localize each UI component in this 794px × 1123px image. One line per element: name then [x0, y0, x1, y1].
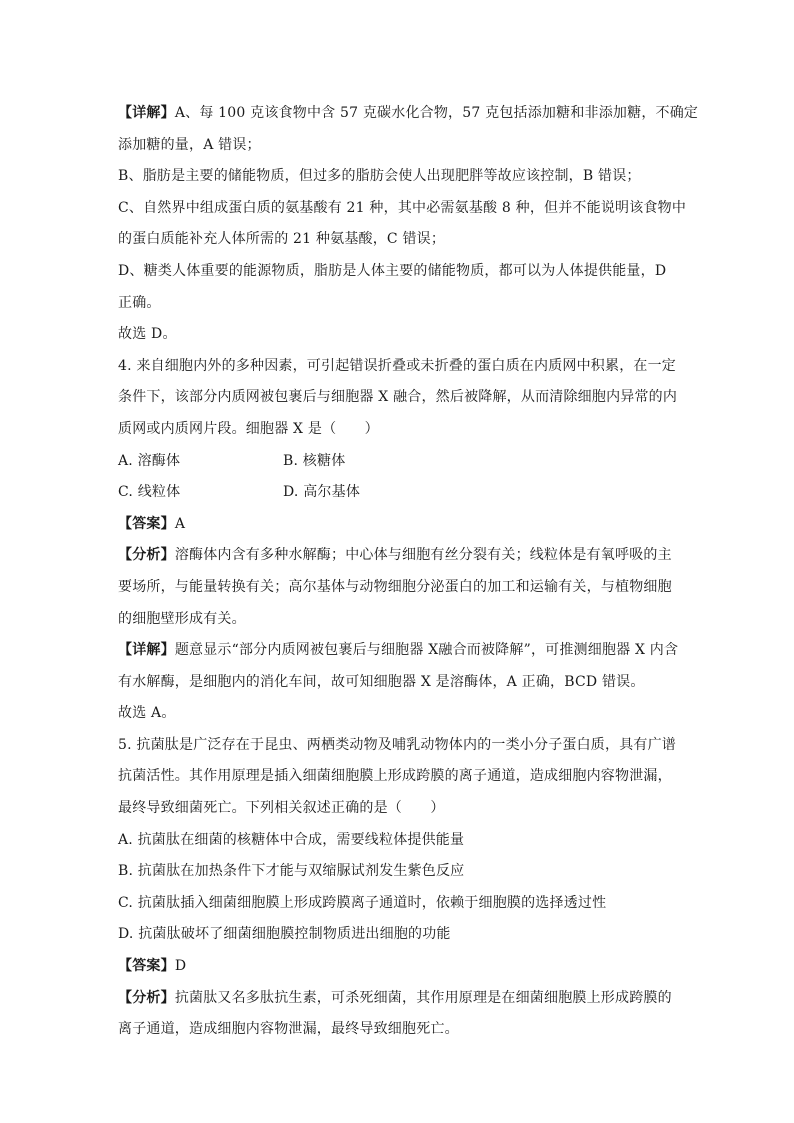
document-page	[118, 98, 699, 1046]
analysis-tag: 【分析】	[118, 547, 175, 564]
detail-tag: 【详解】	[118, 642, 175, 659]
q3-choose: 故选 D。	[118, 326, 177, 343]
q3-explain-line-1: 【详解】A、每 100 克该食物中含 57 克碳水化合物，57 克包括添加糖和非添加糖，不确定	[118, 105, 699, 121]
q5-stem-line-2: 抗菌活性。其作用原理是插入细菌细胞膜上形成跨膜的离子通道，造成细胞内容物泄漏，	[118, 768, 672, 785]
q4-analysis-line-1: 【分析】溶酶体内含有多种水解酶；中心体与细胞有丝分裂有关；线粒体是有氧呼吸的主	[118, 547, 672, 564]
q4-detail-line-1: 【详解】题意显示“部分内质网被包裹后与细胞器 X融合而被降解”，可推测细胞器 X 内含	[118, 642, 679, 659]
q4-option-c: C. 线粒体	[118, 484, 181, 501]
q4-options-row-2	[118, 477, 678, 509]
q5-analysis-line-2: 离子通道，造成细胞内容物泄漏，最终导致细胞死亡。	[118, 1021, 459, 1038]
q5-analysis-line-1: 【分析】抗菌肽又名多肽抗生素，可杀死细菌，其作用原理是在细菌细胞膜上形成跨膜的	[118, 989, 672, 1006]
q4-option-b: B. 核糖体	[283, 452, 346, 469]
q3-explain-line-6: D、糖类人体重要的能源物质，脂肪是人体主要的储能物质，都可以为人体提供能量，D	[118, 262, 667, 279]
q5-answer: 【答案】D	[118, 958, 187, 975]
q4-options-row-1	[118, 446, 678, 478]
answer-tag: 【答案】	[118, 958, 175, 975]
q5-stem-line-1: 5. 抗菌肽是广泛存在于昆虫、两栖类动物及哺乳动物体内的一类小分子蛋白质，具有广谱	[118, 736, 677, 753]
q5-option-b: B. 抗菌肽在加热条件下才能与双缩脲试剂发生紫色反应	[118, 863, 465, 880]
q4-analysis-line-3: 的细胞壁形成有关。	[118, 610, 246, 627]
analysis-tag: 【分析】	[118, 989, 175, 1006]
q3-explain-line-7: 正确。	[118, 294, 161, 311]
q3-explain-line-4: C、自然界中组成蛋白质的氨基酸有 21 种，其中必需氨基酸 8 种，但并不能说明该食物中	[118, 199, 687, 216]
q5-option-a: A. 抗菌肽在细菌的核糖体中合成，需要线粒体提供能量	[118, 831, 465, 848]
q4-stem-line-3: 质网或内质网片段。细胞器 X 是（ ）	[118, 420, 379, 437]
q4-option-d: D. 高尔基体	[283, 484, 361, 501]
q3-explain-line-3: B、脂肪是主要的储能物质，但过多的脂肪会使人出现肥胖等故应该控制，B 错误；	[118, 168, 641, 185]
q4-choose: 故选 A。	[118, 705, 176, 722]
q5-option-c: C. 抗菌肽插入细菌细胞膜上形成跨膜离子通道时，依赖于细胞膜的选择透过性	[118, 894, 607, 911]
q4-stem-line-1: 4. 来自细胞内外的多种因素，可引起错误折叠或未折叠的蛋白质在内质网中积累，在一定	[118, 357, 677, 374]
q4-analysis-line-2: 要场所，与能量转换有关；高尔基体与动物细胞分泌蛋白的加工和运输有关，与植物细胞	[118, 578, 672, 595]
q4-stem-line-2: 条件下，该部分内质网被包裹后与细胞器 X 融合，然后被降解，从而清除细胞内异常的内	[118, 389, 678, 406]
q5-option-d: D. 抗菌肽破坏了细菌细胞膜控制物质进出细胞的功能	[118, 926, 451, 943]
q3-explain-line-5: 的蛋白质能补充人体所需的 21 种氨基酸，C 错误；	[118, 231, 446, 248]
q4-answer: 【答案】A	[118, 515, 186, 532]
answer-tag: 【答案】	[118, 515, 175, 532]
q5-stem-line-3: 最终导致细菌死亡。下列相关叙述正确的是（ ）	[118, 800, 445, 817]
q4-detail-line-2: 有水解酶，是细胞内的消化车间，故可知细胞器 X 是溶酶体，A 正确，BCD 错误。	[118, 673, 645, 690]
q3-explain-line-2: 添加糖的量，A 错误；	[118, 136, 261, 153]
detail-tag: 【详解】	[118, 105, 175, 121]
q4-option-a: A. 溶酶体	[118, 452, 181, 469]
